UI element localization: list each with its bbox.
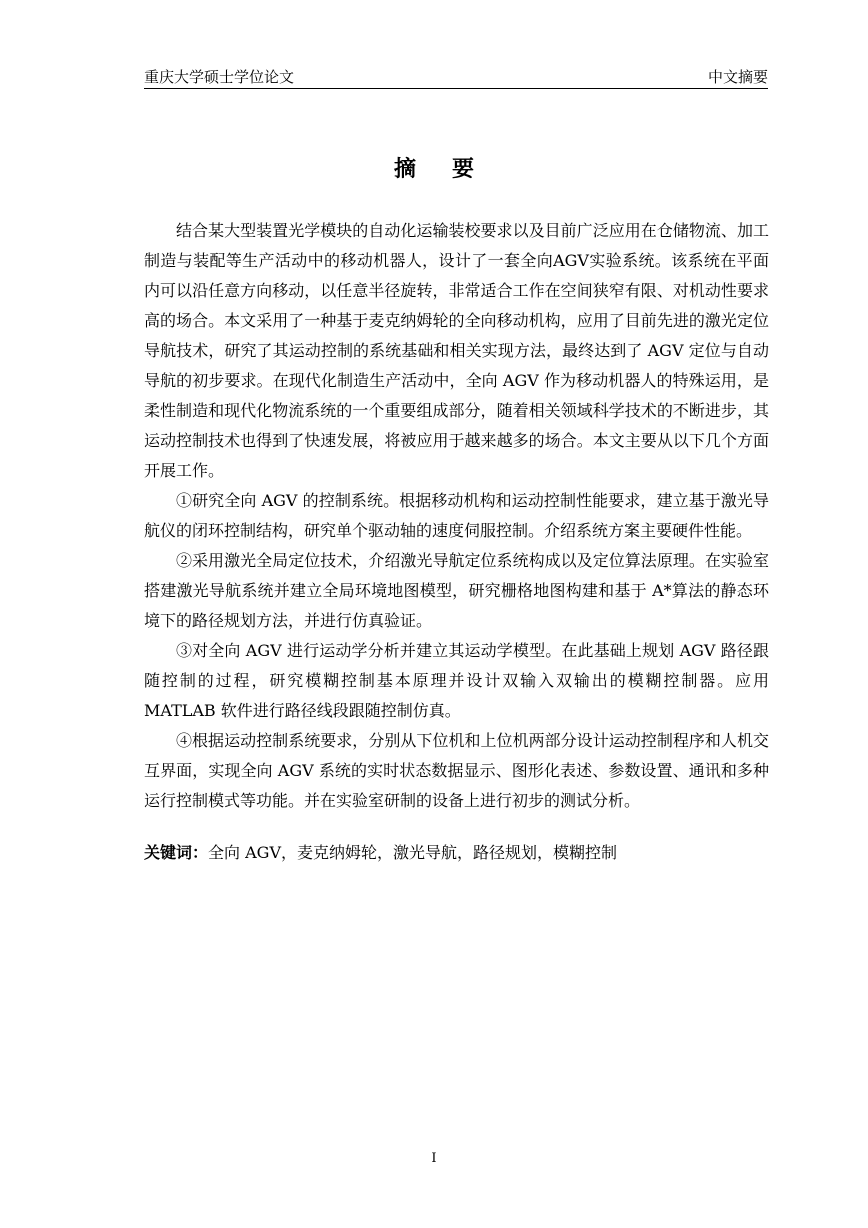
keywords-text: 全向 AGV，麦克纳姆轮，激光导航，路径规划，模糊控制 [208, 843, 617, 862]
abstract-paragraph-3: ③对全向 AGV 进行运动学分析并建立其运动学模型。在此基础上规划 AGV 路径跟随控制的过程，研究模糊控制基本原理并设计双输入双输出的模糊控制器。应用 MATLAB 软件进行路径线段跟随控制仿真。 [144, 641, 769, 720]
page-number: I [431, 1151, 437, 1166]
abstract-paragraph-intro: 结合某大型装置光学模块的自动化运输装校要求以及目前广泛应用在仓储物流、加工制造与装配等生产活动中的移动机器人，设计了一套全向AGV实验系统。该系统在平面内可以沿任意方向移动，以任意半径旋转，非常适合工作在空间狭窄有限、对机动性要求高的场合。本文采用了一种基于麦克纳姆轮的全向移动机构，应用了目前先进的激光定位导航技术，研究了其运动控制的系统基础和相关实现方法，最终达到了 AGV 定位与自动导航的初步要求。在现代化制造生产活动中，全向 AGV 作为移动机器人的特殊运用，是柔性制造和现代化物流系统的一个重要组成部分，随着相关领域科学技术的不断进步，其运动控制技术也得到了快速发展，将被应用于越来越多的场合。本文主要从以下几个方面开展工作。 [144, 221, 769, 480]
section-name-header: 中文摘要 [707, 68, 768, 86]
thesis-title-header: 重庆大学硕士学位论文 [144, 68, 295, 86]
abstract-paragraph-2: ②采用激光全局定位技术，介绍激光导航定位系统构成以及定位算法原理。在实验室搭建激光导航系统并建立全局环境地图模型，研究栅格地图构建和基于 A*算法的静态环境下的路径规划方法，并进行仿真验证。 [144, 551, 769, 630]
header-divider [144, 88, 768, 89]
keywords-line [144, 838, 769, 868]
page-title: 摘要 [393, 156, 510, 182]
abstract-paragraph-1: ①研究全向 AGV 的控制系统。根据移动机构和运动控制性能要求，建立基于激光导航仪的闭环控制结构，研究单个驱动轴的速度伺服控制。介绍系统方案主要硬件性能。 [144, 491, 769, 540]
abstract-paragraph-4: ④根据运动控制系统要求，分别从下位机和上位机两部分设计运动控制程序和人机交互界面，实现全向 AGV 系统的实时状态数据显示、图形化表述、参数设置、通讯和多种运行控制模式等功能。并在实验室研制的设备上进行初步的测试分析。 [144, 731, 769, 810]
keywords-label: 关键词： [144, 843, 209, 862]
abstract-body [144, 216, 769, 868]
running-header [144, 66, 768, 88]
